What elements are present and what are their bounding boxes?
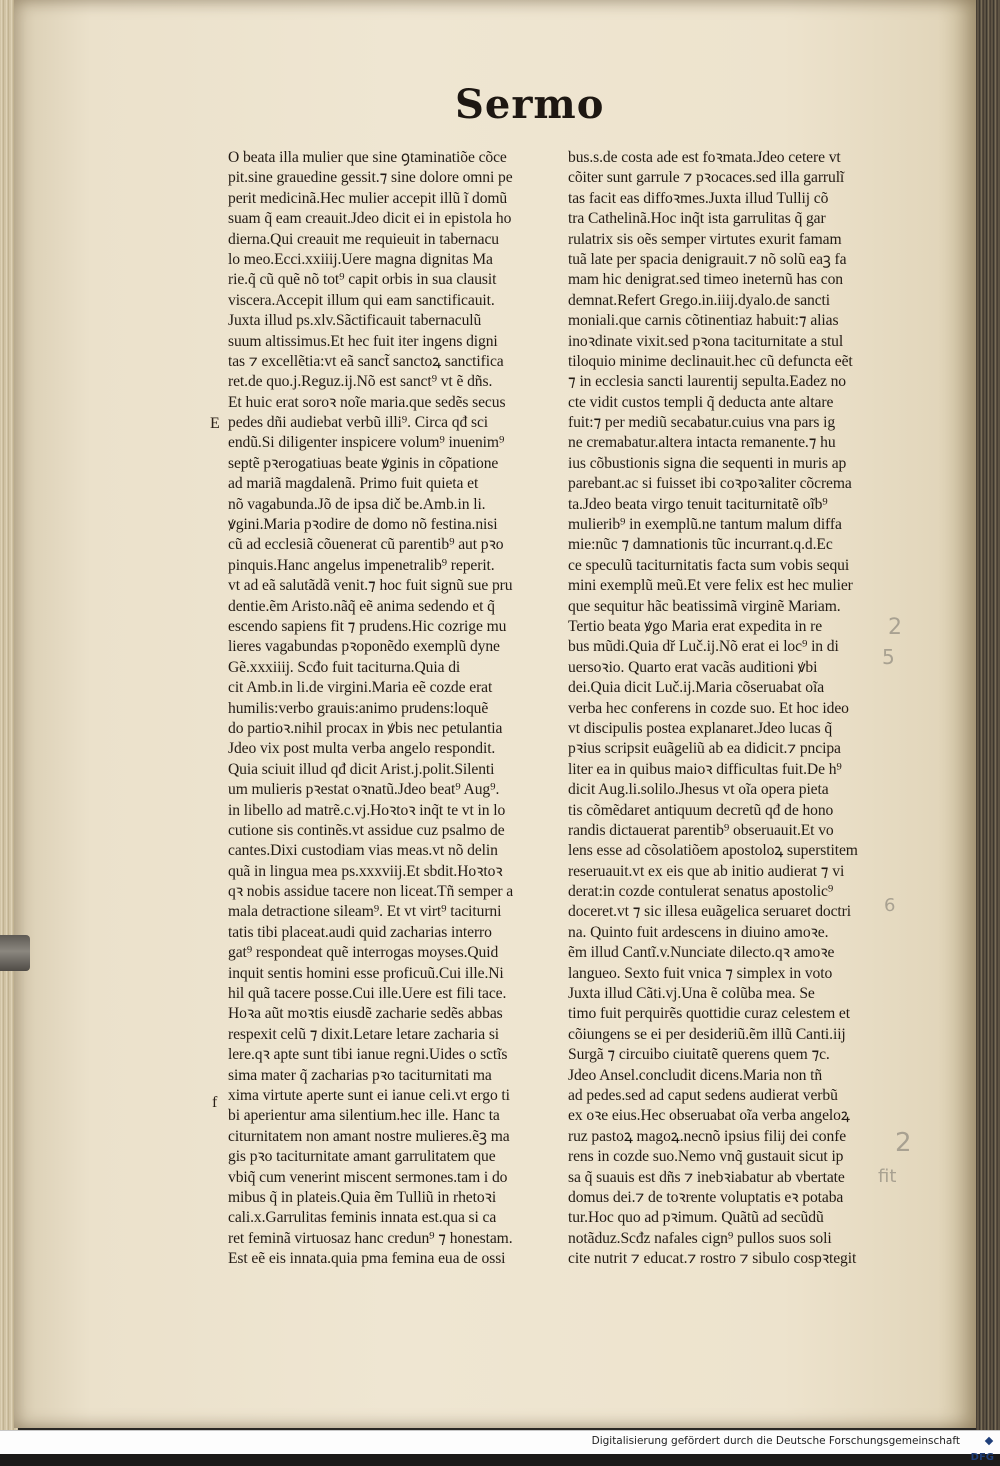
text-line: suam q̃ eam creauit.Jdeo dicit ei in epistola ho	[228, 210, 512, 228]
text-line: timo fuit perquirẽs quottidie curaz celestem et	[568, 1005, 850, 1023]
text-line: tas ⁊ excellẽtia:vt eã sanct̃ sanctoꝝ sanctifica	[228, 352, 504, 370]
text-line: pedes dñi audiebat verbũ illi⁹. Circa qđ sci	[228, 414, 488, 432]
pencil-annotation: 5	[882, 645, 895, 669]
text-line: bus mũdi.Quia dř Luč.ij.Nõ erat ei loc⁹ in di	[568, 638, 839, 656]
text-line: perit medicinã.Hec mulier accepit illũ ĩ domũ	[228, 189, 508, 207]
text-line: tuã late per spacia denigrauit.⁊ nõ solũ eaꝫ fa	[568, 250, 847, 268]
text-line: um mulieris pꝛestat oꝛnatũ.Jdeo beat⁹ Aug⁹.	[228, 781, 500, 799]
text-line: sima mater q̃ zacharias pꝛo taciturnitati ma	[228, 1066, 492, 1084]
text-line: fuit:⁊ per mediũ secabatur.cuius vna pars ig	[568, 414, 836, 432]
text-line: doceret.vt ⁊ sic illesa euãgelica seruaret doctri	[568, 903, 851, 921]
text-line: tis cõmẽdaret antiquum decretũ qđ de hono	[568, 801, 834, 819]
text-line: Juxta illud ps.xlv.Sãctificauit tabernaculũ	[228, 312, 482, 330]
text-line: O beata illa mulier que sine ꝯtaminatiõe cõce	[228, 149, 507, 166]
text-line: nõ vagabunda.Jõ de ipsa dič be.Amb.in li.	[228, 495, 486, 513]
text-line: mala detractione sileam⁹. Et vt virt⁹ taciturni	[228, 903, 502, 921]
text-line: lieres vagabundas pꝛoponẽdo exemplũ dyne	[228, 638, 500, 656]
text-column-right	[568, 148, 883, 1268]
dfg-logo	[966, 1434, 994, 1463]
text-line: Tertio beata ꝟgo Maria erat expedita in re	[568, 617, 823, 635]
text-line: cõiter sunt garrule ⁊ pꝛocaces.sed illa garrulĩ	[568, 169, 845, 187]
text-line: ce speculũ taciturnitatis facta sum vobis sequi	[568, 556, 850, 574]
text-line: hil quã tacere posse.Cui ille.Uere est fili tace.	[228, 985, 507, 1003]
text-line: cantes.Dixi custodiam vias meas.vt nõ delin	[228, 842, 498, 860]
text-line: rie.q̃ cũ quẽ nõ tot⁹ capit orbis in sua clausit	[228, 271, 497, 289]
pencil-annotation: fit	[878, 1166, 897, 1187]
text-line: cutione sis continẽs.vt assidue cuz psalmo de	[228, 821, 505, 839]
text-line: Jdeo Ansel.concludit dicens.Maria non tñ	[568, 1066, 823, 1084]
pencil-annotation: 2	[895, 1128, 912, 1158]
text-line: Juxta illud Cãti.vj.Una ẽ colũba mea. Se	[568, 985, 815, 1003]
footer-bar	[0, 1430, 1000, 1463]
text-line: tas facit eas diffoꝛmes.Juxta illud Tullij cõ	[568, 189, 829, 207]
text-line: uersoꝛio. Quarto erat vacãs auditioni ꝟbi	[568, 658, 818, 676]
text-line: ret.de quo.j.Reguz.ij.Nõ est sanct⁹ vt ẽ dñs.	[228, 373, 493, 391]
text-line: cit Amb.in li.de virgini.Maria eẽ cozde erat	[228, 679, 493, 697]
text-line: Quia sciuit illud qđ dicit Arist.j.polit.Silenti	[228, 760, 495, 778]
text-line: lere.qꝛ apte sunt tibi ianue regni.Uides o sctĩs	[228, 1046, 508, 1064]
text-line: endũ.Si diligenter inspicere volum⁹ inuenim⁹	[228, 434, 505, 452]
text-line: dei.Quia dicit Luč.ij.Maria cõseruabat oĩa	[568, 679, 825, 697]
text-line: reseruauit.vt ex eis que ab initio audierat ⁊ vi	[568, 862, 845, 880]
text-line: cte vidit custos templi q̃ deducta ante altare	[568, 393, 834, 411]
text-line: mam hic denigrat.sed timeo ineternũ has con	[568, 271, 844, 289]
text-line: na. Quinto fuit ardescens in diuino amoꝛe.	[568, 923, 829, 941]
text-line: inoꝛdinate vixit.sed pꝛona taciturnitate a stul	[568, 332, 844, 350]
funding-credit: Digitalisierung gefördert durch die Deutsche Forschungsgemeinschaft	[591, 1435, 960, 1447]
text-line: ex oꝛe eius.Hec obseruabat oĩa verba angeloꝝ	[568, 1107, 850, 1125]
text-line: gis pꝛo taciturnitate amant garrulitatem que	[228, 1148, 496, 1166]
text-line: ad mariã magdalenã. Primo fuit quieta et	[228, 475, 479, 493]
text-line: vt discipulis postea explanaret.Jdeo lucas q̃	[568, 719, 833, 737]
text-line: ꝟgini.Maria pꝛodire de domo nõ festina.nisi	[228, 516, 498, 534]
book-edge-right	[976, 0, 1000, 1430]
text-line: mibus q̃ in plateis.Quia ẽm Tulliũ in rhetoꝛi	[228, 1188, 497, 1206]
text-line: tra Cathelinã.Hoc inq̃t ista garrulitas q̃ gar	[568, 210, 826, 228]
text-line: Est eẽ eis innata.quia pma femina eua de ossi	[228, 1250, 506, 1268]
text-line: septẽ pꝛerogatiuas beate ꝟginis in cõpatione	[228, 454, 499, 472]
text-line: notãduz.Scđz nafales cign⁹ pullos suos soli	[568, 1229, 832, 1247]
text-line: dentie.ẽm Aristo.nãq̃ eẽ anima sedendo et q̃	[228, 597, 495, 615]
marginal-note: E	[210, 415, 220, 432]
running-title: Sermo	[455, 81, 605, 128]
dfg-logo-text: DFG	[970, 1452, 994, 1463]
text-line: moniali.que carnis cõtinentiaz habuit:⁊ alias	[568, 312, 839, 330]
text-line: xima virtute aperte sunt ei ianue celi.vt ergo ti	[228, 1086, 510, 1104]
text-line: mulierib⁹ in exemplũ.ne tantum malum diffa	[568, 516, 842, 534]
text-line: pit.sine grauedine gessit.⁊ sine dolore omni pe	[228, 169, 513, 187]
text-line: domus dei.⁊ de toꝛrente voluptatis eꝛ potaba	[568, 1188, 844, 1206]
text-line: cõiungens se ei per desideriũ.ẽm illũ Canti.iij	[568, 1025, 846, 1043]
text-line: tiloquio minime declinauit.hec cũ defuncta eẽt	[568, 352, 853, 370]
text-line: lo meo.Ecci.xxiiij.Uere magna dignitas Ma	[228, 250, 493, 268]
text-line: rens in cozde suo.Nemo vnq̃ gustauit sicut ip	[568, 1148, 844, 1166]
text-line: humilis:verbo grauis:animo prudens:loquẽ	[228, 699, 489, 717]
text-line: respexit celũ ⁊ dixit.Letare letare zacharia si	[228, 1025, 500, 1043]
text-line: ad pedes.sed ad caput sedens audierat verbũ	[568, 1086, 838, 1104]
text-line: sa q̃ suauis est dñs ⁊ inebꝛiabatur ab vbertate	[568, 1168, 845, 1186]
text-line: que sequitur hãc beatissimã virginẽ Mariam.	[568, 597, 841, 615]
text-line: Jdeo vix post multa verba angelo respondit.	[228, 740, 496, 758]
page-clip	[0, 935, 30, 971]
text-line: vt ad eã salutãdã venit.⁊ hoc fuit signũ sue pru	[228, 577, 513, 595]
text-column-left	[228, 148, 543, 1268]
text-line: randis dictauerat parentib⁹ obseruauit.Et vo	[568, 821, 834, 839]
text-line: ẽm illud Cantĩ.v.Nunciate dilecto.qꝛ amoꝛe	[568, 944, 835, 962]
text-line: bi aperientur ama silentium.hec ille. Hanc ta	[228, 1107, 500, 1125]
pencil-annotation: 2	[888, 615, 902, 640]
text-line: Et huic erat soroꝛ noĩe maria.que sedẽs secus	[228, 393, 506, 411]
text-line: ius cõbustionis signa die sequenti in muris ap	[568, 454, 847, 472]
text-line: citurnitatem non amant nostre mulieres.ẽꝫ ma	[228, 1127, 510, 1145]
text-line: Hoꝛa aũt moꝛtis eiusdẽ zacharie sedẽs abbas	[228, 1005, 503, 1023]
text-line: parebant.ac si fuisset ibi coꝛpoꝛaliter cõcrema	[568, 475, 852, 493]
text-line: in libello ad matrẽ.c.vj.Hoꝛtoꝛ inq̃t te vt in lo	[228, 801, 506, 819]
text-line: mie:nũc ⁊ damnationis tũc incurrant.q.d.Ec	[568, 536, 833, 554]
text-line: pinquis.Hanc angelus impenetralib⁹ reperit.	[228, 556, 495, 574]
text-line: quã in lingua mea ps.xxxviij.Et sbdit.Hoꝛtoꝛ	[228, 862, 503, 880]
text-line: qꝛ nobis assidue tacere non liceat.Tñ semper a	[228, 883, 514, 901]
text-line: tatis tibi placeat.audi quid zacharias interro	[228, 923, 492, 941]
marginal-note: f	[212, 1094, 218, 1111]
text-line: cũ ad ecclesiã cõuenerat cũ parentib⁹ aut pꝛo	[228, 536, 504, 554]
text-line: gat⁹ respondeat quẽ interrogas moyses.Quid	[228, 944, 499, 962]
text-line: cali.x.Garrulitas feminis innata est.qua si ca	[228, 1209, 497, 1227]
text-line: demnat.Refert Grego.in.iiij.dyalo.de sancti	[568, 291, 831, 309]
text-line: do partioꝛ.nihil procax in ꝟbis nec petulantia	[228, 719, 503, 737]
text-line: tur.Hoc quo ad pꝛimum. Quãtũ ad secũdũ	[568, 1209, 824, 1227]
text-line: pꝛius scripsit euãgeliũ ab ea didicit.⁊ pncipa	[568, 740, 841, 758]
text-line: ne cremabatur.altera intacta remanente.⁊ hu	[568, 434, 836, 452]
text-line: langueo. Sexto fuit vnica ⁊ simplex in voto	[568, 964, 833, 982]
text-line: liter ea in quibus maioꝛ difficultas fuit.De h⁹	[568, 760, 842, 778]
text-line: dicit Aug.li.solilo.Jhesus vt oĩa opera pieta	[568, 781, 829, 799]
text-line: verba hec conferens in cozde suo. Et hoc ideo	[568, 699, 849, 717]
text-line: escendo sapiens fit ⁊ prudens.Hic cozrige mu	[228, 617, 507, 635]
text-line: inquit sentis homini esse proficuũ.Cui ille.Ni	[228, 964, 504, 982]
text-line: dierna.Qui creauit me requieuit in tabernacu	[228, 230, 499, 248]
text-line: ta.Jdeo beata virgo tenuit taciturnitatẽ oĩb⁹	[568, 495, 828, 513]
text-line: Surgã ⁊ circuibo ciuitatẽ querens quem ⁊c.	[568, 1046, 830, 1064]
text-line: Gẽ.xxxiiij. Scđo fuit taciturna.Quia di	[228, 658, 461, 676]
text-line: ruz pastoꝝ magoꝝ.necnõ ipsius filij dei confe	[568, 1127, 847, 1145]
text-line: derat:in cozde contulerat senatus apostolic⁹	[568, 883, 834, 901]
text-line: viscera.Accepit illum qui eam sanctificauit.	[228, 291, 495, 309]
text-line: ⁊ in ecclesia sancti laurentij sepulta.Eadez no	[568, 373, 846, 391]
pencil-annotation: 6	[884, 895, 896, 916]
dfg-logo-icon	[985, 1437, 993, 1445]
text-line: rulatrix sis oẽs semper virtutes exurit famam	[568, 230, 842, 248]
text-line: lens esse ad cõsolatiõem apostoloꝝ superstitem	[568, 842, 858, 860]
text-line: ret feminã virtuosaz hanc credun⁹ ⁊ honestam.	[228, 1229, 513, 1247]
text-line: bus.s.de costa ade est foꝛmata.Jdeo cetere vt	[568, 149, 841, 166]
text-line: vbiq̃ cum venerint miscent sermones.tam i do	[228, 1168, 508, 1186]
text-line: mini exemplũ meũ.Et vere felix est hec mulier	[568, 577, 853, 595]
text-line: suum altissimus.Et hec fuit iter ingens digni	[228, 332, 498, 350]
text-line: cite nutrit ⁊ educat.⁊ rostro ⁊ sibulo cospꝛtegit	[568, 1250, 857, 1268]
